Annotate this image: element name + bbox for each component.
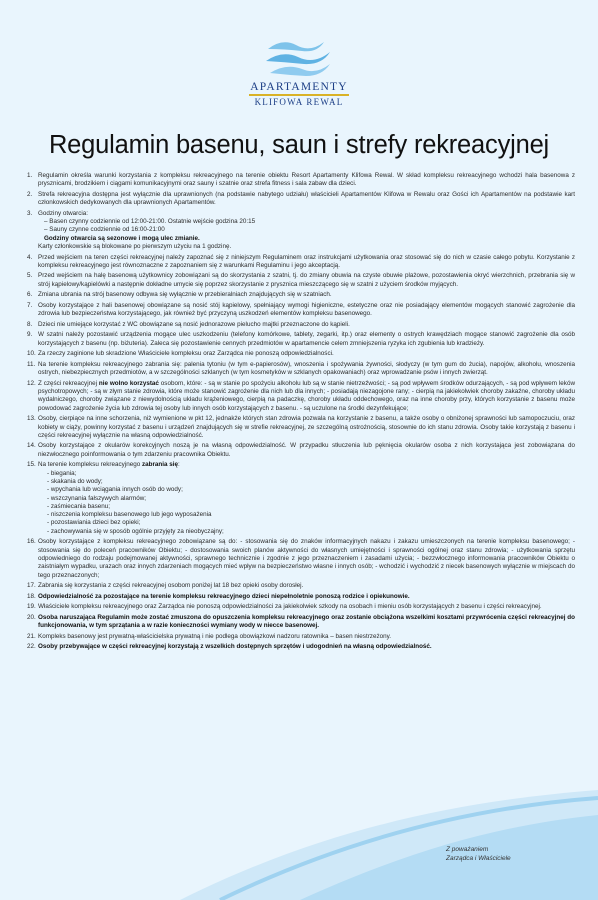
rule-body <box>38 593 575 601</box>
rule-body <box>38 272 575 289</box>
rule-number: 16. <box>27 538 36 546</box>
signature <box>446 846 511 863</box>
rule-text: Zabrania się korzystania z części rekreacyjnej osobom poniżej lat 18 bez opieki osoby dorosłej. <box>38 582 304 590</box>
rule-text: Strefa rekreacyjna dostępna jest wyłącznie dla uprawnionych (na podstawie nabytego udziału) właścicieli Apartamentów Klifowa w Rewalu oraz Gości ich Apartamentów na podstawie kart członkowskich dedykowanych dla uprawnionych Apartamentów. <box>38 190 575 207</box>
rule-item <box>27 593 575 601</box>
rule-item <box>27 321 575 329</box>
rule-body <box>38 538 575 579</box>
rule-item <box>27 254 575 271</box>
rule-number: 21. <box>27 632 36 640</box>
rule-text: Za rzeczy zaginione lub skradzione Właściciele kompleksu oraz Zarządca nie ponoszą odpowiedzialności. <box>38 350 334 358</box>
prohibited-item: - zaśmiecania basenu; <box>47 502 111 510</box>
rule-body <box>38 302 575 319</box>
rule-body <box>38 191 575 208</box>
rule-number: 18. <box>27 592 36 600</box>
rule-number: 17. <box>27 582 36 590</box>
rules-list <box>27 172 575 654</box>
rule-body <box>38 380 575 413</box>
rule-text: Osoby korzystające z okularów korekcyjnych noszą je na własną odpowiedzialność. W przypadku stłuczenia lub pęknięcia okularów osoba z nich korzystająca jest zobowiązana do niezwłocznego poinformowania o tym zdarzeniu pracownika Obiektu. <box>38 442 575 458</box>
prohibited-item: - wszczynania fałszywych alarmów; <box>47 494 147 502</box>
rule-item <box>27 210 575 251</box>
rule-number: 3. <box>27 209 33 217</box>
rule-number: 1. <box>27 172 33 179</box>
rule-item <box>27 331 575 348</box>
rule-body <box>38 172 575 189</box>
rule-item <box>27 191 575 208</box>
rule-number: 2. <box>27 190 33 198</box>
brand-subname: KLIFOWA REWAL <box>254 96 344 107</box>
rule-text: Osoby przebywające w części rekreacyjnej korzystają z wszelkich dostępnych sprzętów i udogodnień na własną odpowiedzialność. <box>38 643 432 651</box>
opening-hours-line: – Sauny czynne codziennie od 16:00-21:00 <box>44 226 165 234</box>
rule-number: 19. <box>27 603 36 611</box>
rule-number: 7. <box>27 301 33 309</box>
rule-body <box>38 461 575 536</box>
rule-text-pre: Na terenie kompleksu rekreacyjnego <box>38 461 142 469</box>
rule-number: 13. <box>27 415 36 423</box>
prohibited-item: - biegania; <box>47 469 77 477</box>
rule-item <box>27 415 575 440</box>
rule-text-bold: zabrania się <box>141 461 179 469</box>
rule-text-bold: nie wolno korzystać <box>98 379 159 387</box>
rule-body <box>38 643 575 651</box>
rule-text: Odpowiedzialność za pozostające na terenie kompleksu rekreacyjnego dzieci niepełnoletnie ponoszą rodzice i opiekunowie. <box>38 592 410 600</box>
rule-item <box>27 643 575 651</box>
rule-item <box>27 291 575 299</box>
rule-text-post: osobom, które: - są w stanie po spożyciu alkoholu lub są w stanie nietrzeźwości; - są pod wpływem środków odurzających, - są pod wpływem leków psychotropowych; - są w złym stanie zdrowia, które może stanowić zagrożenie dla nich lub dla innych; - posiadają niezagojone rany; - cierpią na jakiekolwiek choroby zakaźne, choroby układu wydalniczego, choroby związane z niewydolnością układu krążeniowego, cierpią na padaczkę, choroby układu oddechowego, oraz na inne choroby przy, których korzystanie z basenu może powodować zagrożenie życia lub zdrowia tej osoby lub innych osób korzystających z basenu. - są uczulone na środki dezynfekujące; <box>38 379 575 412</box>
rule-text: Przed wejściem na halę basenową użytkownicy zobowiązani są do skorzystania z szatni, tj. do zmiany obuwia na czyste obuwie plażowe, pozostawienia okryć wierzchnich, przebrania się w strój kąpielowy/kąpielówki a następnie dokładne umycie się poprzez skorzystanie z prysznica mieszczącego się w szatni z użyciem środków myjących. <box>38 272 575 288</box>
rule-body <box>38 291 575 299</box>
prohibited-item: - zachowywania się w sposób ogólnie przyjęty za nieobyczajny; <box>47 527 224 535</box>
page-title: Regulamin basenu, saun i strefy rekreacyjnej <box>48 131 550 159</box>
rule-number: 4. <box>27 253 33 261</box>
rule-text: Dzieci nie umiejące korzystać z WC obowiązane są nosić jednorazowe pielucho majtki przeznaczone do kąpieli. <box>38 320 350 328</box>
rule-text: Zmiana ubrania na strój basenowy odbywa się wyłącznie w przebieralniach znajdujących się w szatniach. <box>38 291 332 299</box>
rule-body <box>38 614 575 631</box>
rule-text: Osoba naruszająca Regulamin może zostać zmuszona do opuszczenia kompleksu rekreacyjnego oraz zostanie obciążona wszelkimi kosztami przywrócenia części rekreacyjnej do funkcjonowania, w tym sprzątania a w razie konieczności wymiany wody w niecce basenowej. <box>38 613 575 630</box>
signature-line-1: Z poważaniem <box>446 846 489 853</box>
rule-body <box>38 210 575 251</box>
rule-lead: Godziny otwarcia: <box>38 209 89 217</box>
rule-number: 11. <box>27 360 36 368</box>
prohibited-list <box>38 470 575 536</box>
rule-body <box>38 633 575 641</box>
opening-hours-line: – Basen czynny codziennie od 12:00-21:00. Ostatnie wejście godzina 20:15 <box>44 218 256 226</box>
rule-number: 8. <box>27 320 33 328</box>
rule-number: 9. <box>27 331 33 339</box>
rule-body <box>38 361 575 378</box>
rule-item <box>27 633 575 641</box>
rule-body <box>38 331 575 348</box>
rule-text: Na terenie kompleksu rekreacyjnego zabrania się: palenia tytoniu (w tym e-papierosów), wnoszenia i spożywania żywności, słodyczy (w tym gum do żucia), napojów, alkoholu, wnoszenia ostrych, niebezpiecznych przedmiotów, a w szczególności szklanych (w tym kosmetyków w szklanych opakowaniach) oraz wprowadzanie psów i innych zwierząt. <box>38 360 575 377</box>
prohibited-item: - skakania do wody; <box>47 477 103 485</box>
rule-item <box>27 614 575 631</box>
rule-item <box>27 442 575 459</box>
brand-logo <box>0 36 598 107</box>
seasonal-hours-note: Godziny otwarcia są sezonowe i mogą ulec zmianie. <box>44 234 200 242</box>
rule-text: Kompleks basenowy jest prywatną-właścicielska prywatną i nie podlega obowiązkowi nadzoru ratownika – basen niestrzeżony. <box>38 632 392 640</box>
rule-item <box>27 302 575 319</box>
rule-body <box>38 415 575 440</box>
rule-item <box>27 582 575 590</box>
rule-number: 6. <box>27 291 33 299</box>
rule-body <box>38 582 575 590</box>
rule-text-post: : <box>178 461 180 469</box>
rule-body <box>38 254 575 271</box>
rule-item <box>27 361 575 378</box>
rule-body <box>38 350 575 358</box>
rule-body <box>38 603 575 611</box>
prohibited-item: - wpychania lub wciągania innych osób do wody; <box>47 486 183 494</box>
brand-name: APARTAMENTY <box>250 81 348 93</box>
rule-text: Właściciele kompleksu rekreacyjnego oraz Zarządca nie ponoszą odpowiedzialności za jakiekolwiek szkody na osobach i mieniu osób korzystających z basenu i części rekreacyjnej. <box>38 603 542 611</box>
rule-body <box>38 442 575 459</box>
rule-text: Osoby, cierpiące na inne schorzenia, niż wymienione w pkt 12, jednakże których stan zdrowia pozwala na korzystanie z basenu, a także osoby o obniżonej sprawności lub samopoczuciu, oraz kobiety w ciąży, powinny korzystać z basenu i urządzeń znajdujących się w strefie rekreacyjnej, ze szczególną ostrożnością, stosownie do ich stanu zdrowia. Osoby takie korzystają z basenu i części rekreacyjnej wyłącznie na własną odpowiedzialność. <box>38 415 575 439</box>
card-blocking-note: Karty członkowskie są blokowane po pierwszym użyciu na 1 godzinę. <box>38 242 232 250</box>
rule-number: 22. <box>27 643 36 651</box>
rule-item <box>27 272 575 289</box>
rule-item <box>27 603 575 611</box>
rule-number: 5. <box>27 272 33 280</box>
wave-logo-icon <box>262 36 336 80</box>
rule-body <box>38 321 575 329</box>
rule-item <box>27 380 575 413</box>
rule-number: 10. <box>27 350 36 358</box>
rule-number: 15. <box>27 461 36 469</box>
rule-item <box>27 538 575 579</box>
rule-text-pre: Z części rekreacyjnej <box>38 379 99 387</box>
rule-item <box>27 350 575 358</box>
rule-number: 20. <box>27 613 36 621</box>
rule-number: 14. <box>27 442 36 450</box>
rule-item <box>27 461 575 536</box>
brand-divider <box>249 94 349 96</box>
rule-text: W szatni należy pozostawić urządzenia mogące ulec uszkodzeniu (telefony komórkowe, tablety, zegarki, itp.) oraz elementy o ostrych krawędziach mogące stanowić zagrożenie dla osób korzystających z basenu (np. biżuteria). Zaleca się pozostawienie cennych przedmiotów w apartamencie celem zmniejszenia ryzyka ich zgubienia lub kradzieży. <box>38 331 575 347</box>
rule-text: Regulamin określa warunki korzystania z kompleksu rekreacyjnego na terenie obiektu Resort Apartamenty Klifowa Rewal. W skład kompleksu rekreacyjnego wchodzi hala basenowa z prysznicami, brodzikiem i ciągami komunikacyjnymi oraz sauny i szatnie oraz strefa fitness i sala zabaw dla dzieci. <box>38 172 575 188</box>
prohibited-item: - pozostawiania dzieci bez opieki; <box>47 519 141 527</box>
rule-text: Osoby korzystające z hali basenowej obowiązane są nosić stój kąpielowy, spełniający wymogi higieniczne, estetyczne oraz nie posiadający elementów mogących stanowić zagrożenie dla zdrowia lub bezpieczeństwa korzystającego, jak również być przyczyną uszkodzeń elementów kompleksu basenowego. <box>38 301 575 318</box>
rule-number: 12. <box>27 379 36 387</box>
rule-text: Osoby korzystające z kompleksu rekreacyjnego zobowiązane są do: - stosowania się do znaków informacyjnych nakazu i zakazu umieszczonych na terenie kompleksu basenowego; - stosowania się do poleceń pracowników Obiektu; - dostosowania swoich planów aktywności do własnych umiejętności i sprawności ogólnej oraz stanu zdrowia; - użytkowania sprzętu odpowiedniego do rodzaju podejmowanej aktywności, sprawnego technicznie i zgodnie z jego przeznaczeniem i zasadami użycia; - bezzwłocznego informowania pracowników Obiektu o zaistniałym wypadku, urazach oraz innych zdarzeniach mogących mieć wpływ na bezpieczeństwo własne i innych osób; - wchodzić i wychodzić z niecek basenowych wyłącznie w miejscach do tego przeznaczonych; <box>38 538 575 579</box>
prohibited-item: - niszczenia kompleksu basenowego lub jego wyposażenia <box>47 511 212 519</box>
rule-text: Przed wejściem na teren części rekreacyjnej należy zapoznać się z niniejszym Regulaminem oraz instrukcjami użytkowania oraz stosować się do nich w czasie całego pobytu. Korzystanie z kompleksu rekreacyjnego jest równoznaczne z zapoznaniem się z warunkami Regulaminu i jego akceptacją. <box>38 253 575 269</box>
signature-line-2: Zarządca i Właściciele <box>446 854 511 862</box>
rule-item <box>27 172 575 189</box>
